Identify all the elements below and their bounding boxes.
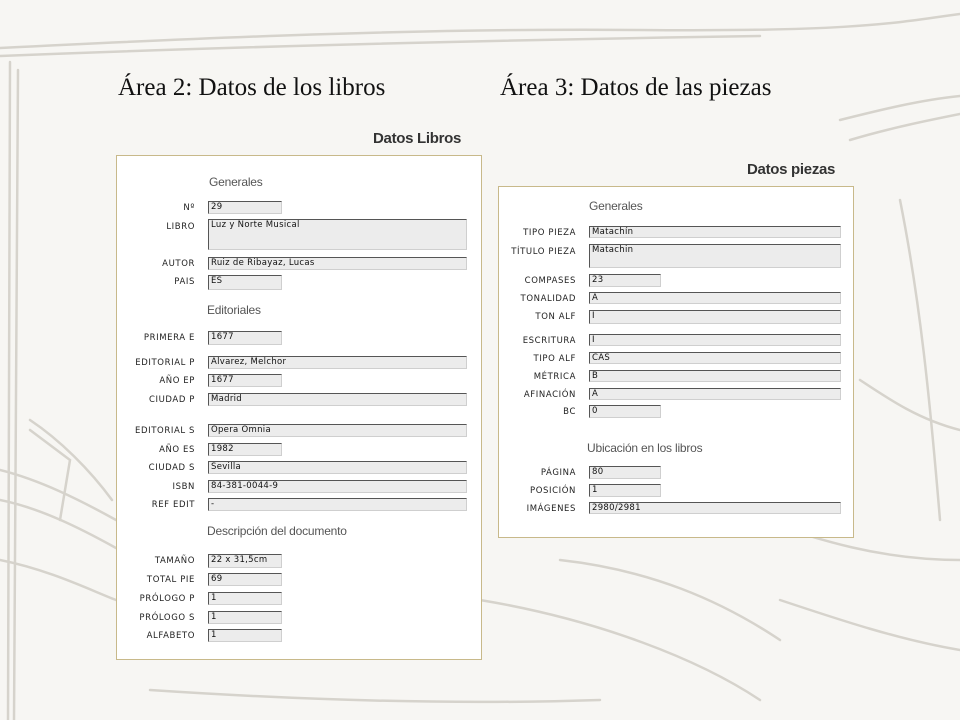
datos-piezas-title: Datos piezas	[747, 161, 836, 178]
libros-label-nno: Nº	[183, 203, 195, 213]
piezas-label-tonalidad: TONALIDAD	[520, 294, 576, 304]
piezas-field-imagenes[interactable]: 2980/2981	[589, 502, 841, 514]
libros-field-prologo-p[interactable]: 1	[208, 592, 282, 605]
libros-label-total-pie: TOTAL PIE	[146, 575, 195, 585]
piezas-label-metrica: MÉTRICA	[533, 372, 576, 382]
libros-field-editorial-p[interactable]: Alvarez, Melchor	[208, 356, 467, 369]
libros-label-pais: PAIS	[174, 277, 195, 287]
piezas-section-ubicacion: Ubicación en los libros	[587, 441, 703, 455]
piezas-label-pagina: PÁGINA	[540, 468, 576, 478]
piezas-field-titulo-pieza[interactable]: Matachin	[589, 244, 841, 268]
libros-label-isbn: ISBN	[172, 482, 195, 492]
libros-field-ano-ep[interactable]: 1677	[208, 374, 282, 387]
libros-field-isbn[interactable]: 84-381-0044-9	[208, 480, 467, 493]
piezas-field-ton-alf[interactable]: I	[589, 310, 841, 324]
piezas-label-imagenes: IMÁGENES	[526, 504, 576, 514]
libros-field-pais[interactable]: ES	[208, 275, 282, 290]
piezas-field-posicion[interactable]: 1	[589, 484, 661, 497]
libros-field-total-pie[interactable]: 69	[208, 573, 282, 586]
libros-field-alfabeto[interactable]: 1	[208, 629, 282, 642]
libros-label-ciudad-s: CIUDAD S	[148, 463, 195, 473]
libros-field-primera-e[interactable]: 1677	[208, 331, 282, 345]
libros-field-ano-es[interactable]: 1982	[208, 443, 282, 456]
libros-label-libro: LIBRO	[166, 222, 195, 232]
piezas-label-posicion: POSICIÓN	[529, 486, 576, 496]
piezas-label-tipo-pieza: TIPO PIEZA	[523, 228, 576, 238]
libros-section-generales: Generales	[209, 175, 263, 189]
libros-field-nno[interactable]: 29	[208, 201, 282, 214]
libros-section-editoriales: Editoriales	[207, 303, 261, 317]
piezas-label-titulo-pieza: TÍTULO PIEZA	[511, 247, 576, 257]
piezas-field-compases[interactable]: 23	[589, 274, 661, 287]
piezas-label-tipo-alf: TIPO ALF	[533, 354, 576, 364]
libros-label-primera-e: PRIMERA E	[143, 333, 195, 343]
piezas-field-bc[interactable]: 0	[589, 405, 661, 418]
piezas-label-bc: BC	[563, 407, 576, 417]
libros-field-editorial-s[interactable]: Opera Omnia	[208, 424, 467, 437]
libros-label-editorial-p: EDITORIAL P	[135, 358, 195, 368]
libros-section-descripcion: Descripción del documento	[207, 524, 347, 538]
libros-field-ciudad-s[interactable]: Sevilla	[208, 461, 467, 474]
piezas-section-generales: Generales	[589, 199, 643, 213]
piezas-field-afinacion[interactable]: A	[589, 388, 841, 400]
piezas-field-tipo-pieza[interactable]: Matachín	[589, 226, 841, 238]
libros-field-autor[interactable]: Ruiz de Ribayaz, Lucas	[208, 257, 467, 270]
libros-field-prologo-s[interactable]: 1	[208, 611, 282, 624]
area-2-heading: Área 2: Datos de los libros	[118, 74, 386, 101]
piezas-field-pagina[interactable]: 80	[589, 466, 661, 479]
libros-label-prologo-p: PRÓLOGO P	[139, 594, 195, 604]
libros-field-ciudad-p[interactable]: Madrid	[208, 393, 467, 406]
piezas-label-afinacion: AFINACIÓN	[523, 390, 576, 400]
libros-field-libro[interactable]: Luz y Norte Musical	[208, 219, 467, 250]
libros-field-tamano[interactable]: 22 x 31,5cm	[208, 554, 282, 568]
piezas-label-compases: COMPASES	[524, 276, 576, 286]
piezas-field-tipo-alf[interactable]: CAS	[589, 352, 841, 364]
area-3-heading: Área 3: Datos de las piezas	[500, 74, 772, 101]
piezas-field-escritura[interactable]: I	[589, 334, 841, 346]
libros-label-ciudad-p: CIUDAD P	[148, 395, 195, 405]
piezas-label-ton-alf: TON ALF	[535, 312, 576, 322]
libros-label-ano-es: AÑO ES	[159, 445, 195, 455]
libros-label-alfabeto: ALFABETO	[146, 631, 195, 641]
piezas-field-metrica[interactable]: B	[589, 370, 841, 382]
libros-label-autor: AUTOR	[162, 259, 195, 269]
libros-label-ano-ep: AÑO EP	[159, 376, 195, 386]
libros-field-ref-edit[interactable]: -	[208, 498, 467, 511]
libros-label-prologo-s: PRÓLOGO S	[139, 613, 195, 623]
datos-libros-title: Datos Libros	[373, 130, 462, 147]
libros-label-editorial-s: EDITORIAL S	[135, 426, 195, 436]
libros-label-tamano: TAMAÑO	[154, 556, 195, 566]
libros-label-ref-edit: REF EDIT	[151, 500, 195, 510]
piezas-field-tonalidad[interactable]: A	[589, 292, 841, 304]
piezas-label-escritura: ESCRITURA	[522, 336, 576, 346]
